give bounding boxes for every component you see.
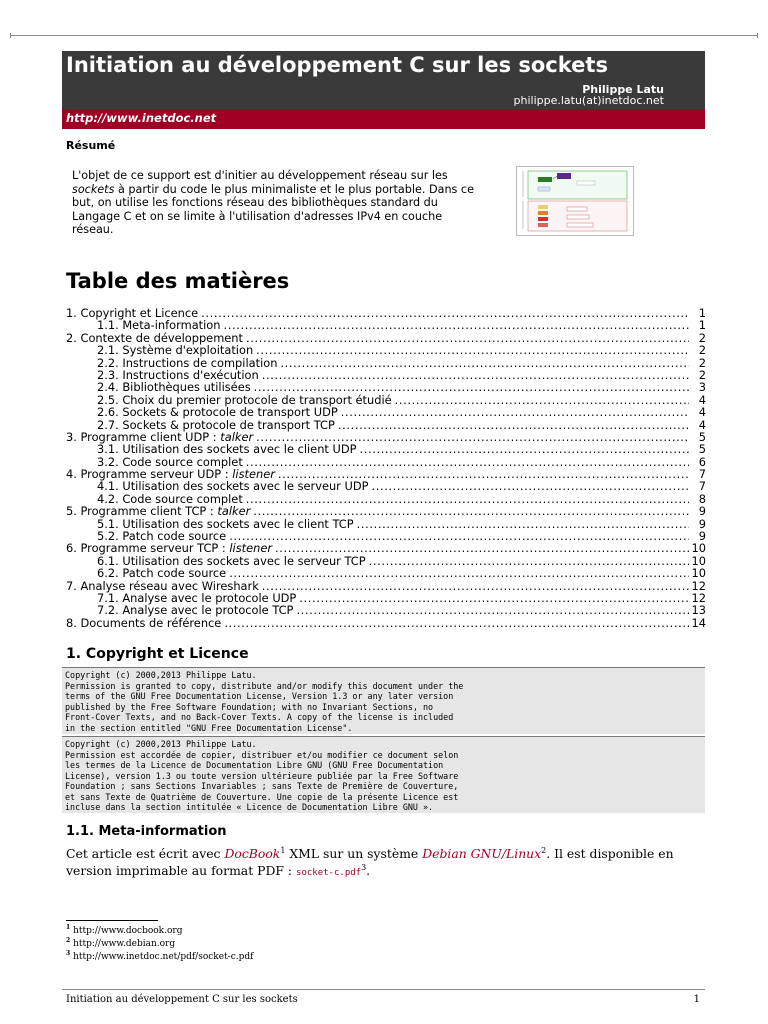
toc-leader-dots xyxy=(341,406,689,418)
toc-entry-label: 7. Analyse réseau avec Wireshark xyxy=(66,578,259,593)
footnote-3: $^3$ http://www.inetdoc.net/pdf/socket-c.pdf xyxy=(66,950,254,962)
toc-leader-dots xyxy=(296,604,688,616)
toc-entry-label: 4.1. Utilisation des sockets avec le serveur UDP xyxy=(97,479,369,494)
toc-leader-dots xyxy=(280,357,689,369)
toc-entry-page: 9 xyxy=(698,516,706,531)
footnote-1: $^1$ http://www.docbook.org xyxy=(66,924,183,936)
toc-leader-dots xyxy=(395,394,689,406)
toc-entry-label: 5. Programme client TCP : talker xyxy=(66,504,251,519)
toc-leader-dots xyxy=(229,530,689,542)
pdf-link[interactable]: socket-c.pdf xyxy=(296,868,362,879)
footnote-rule xyxy=(66,920,158,921)
toc-entry-label: 6.2. Patch code source xyxy=(97,566,227,581)
author-email: philippe.latu(at)inetdoc.net xyxy=(513,94,664,107)
toc-leader-dots xyxy=(369,555,689,567)
toc-entry-label: 4.2. Code source complet xyxy=(97,491,243,506)
toc-entry-page: 4 xyxy=(698,417,706,432)
toc-entry-label: 3.2. Code source complet xyxy=(97,454,243,469)
toc-entry-label: 2.3. Instructions d'exécution xyxy=(97,367,259,382)
toc-entry-page: 3 xyxy=(698,380,706,395)
toc-entry-label: 2.7. Sockets & protocole de transport TCP xyxy=(97,417,335,432)
toc-entry-page: 7 xyxy=(698,479,706,494)
toc-entry-page: 10 xyxy=(691,541,706,556)
toc-entry-label: 3. Programme client UDP : talker xyxy=(66,429,254,444)
debian-link[interactable]: Debian GNU/Linux xyxy=(422,846,542,862)
footer-page-number: 1 xyxy=(693,994,700,1005)
license-french-box xyxy=(62,736,705,813)
site-link[interactable]: http://www.inetdoc.net xyxy=(66,111,217,125)
toc-entry-label: 3.1. Utilisation des sockets avec le client UDP xyxy=(97,442,357,457)
toc-entry-page: 9 xyxy=(698,504,706,519)
toc-entry-page: 10 xyxy=(691,566,706,581)
license-french-text: Copyright (c) 2000,2013 Philippe Latu. Permission est accordée de copier, distribuer et/ou modifier ce document selon les termes de la Licence de Documentation Libre GNU (GNU Free Documentation License), version 1.3 ou toute version ultérieure publiée par la Free Software Foundation ; sans Sections Invariables ; sans Texte de Première de Couverture, et sans Texte de Quatrième de Couverture. Une copie de la présente Licence est incluse dans la section intitulée « Licence de Documentation Libre GNU ». xyxy=(65,739,459,812)
document-title: Initiation au développement C sur les sockets xyxy=(66,53,608,77)
toc-entry-label: 6. Programme serveur TCP : listener xyxy=(66,541,273,556)
license-english-box xyxy=(62,667,705,734)
toc-entry-page: 2 xyxy=(698,367,706,382)
url-bar xyxy=(62,109,705,129)
toc-entry-page: 2 xyxy=(698,355,706,370)
abstract-text: L'objet de ce support est d'initier au développement réseau sur les sockets à partir du code le plus minimaliste et le plus portable. Dans ce but, on utilise les fonctions réseau des bibliothèques standard du Langage C et on se limite à l'utilisation d'adresses IPv4 en couche réseau. xyxy=(72,169,474,237)
toc-entry-page: 10 xyxy=(691,553,706,568)
toc-entry-page: 5 xyxy=(698,429,706,444)
toc-entry-label: 2.5. Choix du premier protocole de transport étudié xyxy=(97,392,392,407)
table-of-contents xyxy=(66,307,706,629)
subsection-heading: 1.1. Meta-information xyxy=(66,824,227,839)
toc-entry-label: 8. Documents de référence xyxy=(66,615,222,630)
title-banner xyxy=(62,51,705,109)
toc-leader-dots xyxy=(256,344,689,356)
toc-entry-page: 12 xyxy=(691,590,706,605)
toc-leader-dots xyxy=(246,332,689,344)
docbook-link[interactable]: DocBook xyxy=(224,846,281,862)
toc-entry-page: 8 xyxy=(698,491,706,506)
section-heading: 1. Copyright et Licence xyxy=(66,646,249,662)
architecture-diagram-image xyxy=(516,166,634,236)
toc-leader-dots xyxy=(371,480,689,492)
toc-leader-dots xyxy=(338,419,689,431)
toc-entry-page: 2 xyxy=(698,343,706,358)
toc-entry-label: 1.1. Meta-information xyxy=(97,318,221,333)
toc-entry-label: 6.1. Utilisation des sockets avec le serveur TCP xyxy=(97,553,366,568)
footer-title: Initiation au développement C sur les sockets xyxy=(66,994,298,1005)
toc-leader-dots xyxy=(229,567,688,579)
toc-entry-label: 7.1. Analyse avec le protocole UDP xyxy=(97,590,297,605)
toc-entry-label: 2.2. Instructions de compilation xyxy=(97,355,278,370)
toc-entry-page: 9 xyxy=(698,529,706,544)
top-rule xyxy=(10,35,758,36)
meta-information-paragraph: Cet article est écrit avec DocBook$^1$ XML sur un système Debian GNU/Linux$^2$. Il est disponible en version imprimable au format PDF : socket-c.pdf$^3$. xyxy=(66,846,674,879)
toc-entry-page: 12 xyxy=(691,578,706,593)
toc-entry-page: 2 xyxy=(698,330,706,345)
toc-leader-dots xyxy=(224,319,690,331)
toc-leader-dots xyxy=(299,592,688,604)
license-english-text: Copyright (c) 2000,2013 Philippe Latu. Permission is granted to copy, distribute and/or modify this document under the terms of the GNU Free Documentation License, Version 1.3 or any later version published by the Free Software Foundation; with no Invariant Sections, no Front-Cover Texts, and no Back-Cover Texts. A copy of the license is included in the section entitled "GNU Free Documentation License". xyxy=(65,670,464,733)
toc-entry-label: 2.1. Système d'exploitation xyxy=(97,343,254,358)
toc-leader-dots xyxy=(246,456,689,468)
toc-entry-label: 2.6. Sockets & protocole de transport UDP xyxy=(97,405,338,420)
toc-leader-dots xyxy=(246,493,689,505)
toc-entry[interactable] xyxy=(66,617,706,629)
toc-leader-dots xyxy=(224,617,688,629)
toc-entry-page: 14 xyxy=(691,615,706,630)
toc-entry-label: 7.2. Analyse avec le protocole TCP xyxy=(97,603,294,618)
toc-leader-dots xyxy=(201,307,689,319)
toc-entry-label: 4. Programme serveur UDP : listener xyxy=(66,467,275,482)
footer-rule xyxy=(62,989,705,990)
toc-entry-label: 1. Copyright et Licence xyxy=(66,306,199,320)
toc-entry-label: 5.1. Utilisation des sockets avec le client TCP xyxy=(97,516,354,531)
toc-entry-page: 4 xyxy=(698,405,706,420)
toc-leader-dots xyxy=(262,580,689,592)
author-name: Philippe Latu xyxy=(582,83,664,96)
toc-entry-page: 5 xyxy=(698,442,706,457)
toc-entry-page: 1 xyxy=(698,306,706,320)
toc-entry-label: 5.2. Patch code source xyxy=(97,529,227,544)
toc-heading: Table des matières xyxy=(66,269,290,293)
toc-leader-dots xyxy=(359,443,689,455)
toc-leader-dots xyxy=(357,518,689,530)
toc-entry-page: 4 xyxy=(698,392,706,407)
footnotes xyxy=(66,923,253,962)
toc-entry-label: 2.4. Bibliothèques utilisées xyxy=(97,380,251,395)
abstract-heading: Résumé xyxy=(66,139,116,152)
toc-leader-dots xyxy=(262,369,689,381)
footnote-2: $^2$ http://www.debian.org xyxy=(66,937,176,949)
toc-entry-page: 7 xyxy=(698,467,706,482)
toc-entry-page: 1 xyxy=(698,318,706,333)
toc-entry-page: 6 xyxy=(698,454,706,469)
toc-entry-page: 13 xyxy=(691,603,706,618)
toc-entry-label: 2. Contexte de développement xyxy=(66,330,243,345)
